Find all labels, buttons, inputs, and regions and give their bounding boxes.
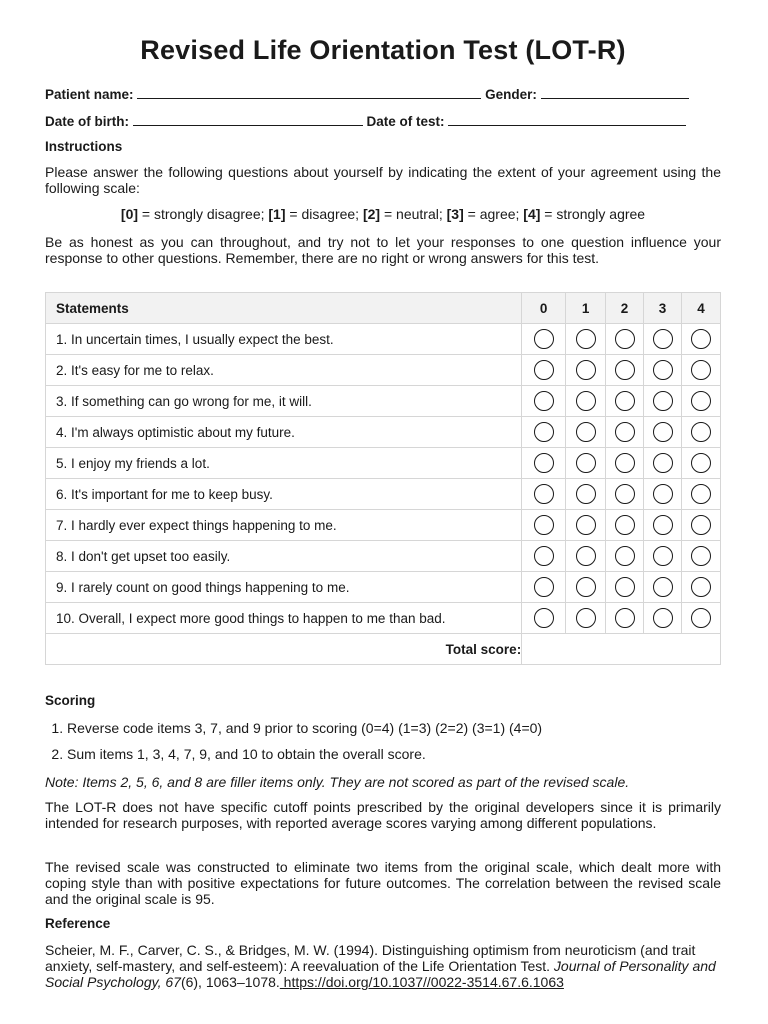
dates-row: [45, 113, 721, 129]
response-cell: [522, 417, 566, 448]
table-row: [46, 479, 721, 510]
total-score-field[interactable]: [522, 634, 721, 665]
option-header-2: 2: [606, 293, 644, 324]
scoring-heading: Scoring: [45, 693, 96, 708]
response-radio-0[interactable]: [534, 515, 554, 535]
response-cell: [681, 417, 720, 448]
statement-text: 5. I enjoy my friends a lot.: [46, 448, 522, 479]
response-radio-3[interactable]: [653, 453, 673, 473]
response-cell: [644, 324, 682, 355]
revision-paragraph: The revised scale was constructed to eliminate two items from the original scale, which dealt more with coping style than with positive expectations for future outcomes. The correlation between the revised scale and the original scale is 95.: [45, 859, 721, 907]
response-cell: [644, 417, 682, 448]
table-row: [46, 572, 721, 603]
date-of-test-field[interactable]: [448, 113, 686, 126]
response-cell: [606, 324, 644, 355]
dob-label: Date of birth:: [45, 114, 129, 129]
scale-code-1: [1]: [268, 206, 286, 222]
scale-text-3: = agree;: [463, 206, 524, 222]
response-radio-1[interactable]: [576, 453, 596, 473]
statement-text: 3. If something can go wrong for me, it will.: [46, 386, 522, 417]
response-cell: [681, 448, 720, 479]
response-cell: [566, 572, 606, 603]
table-row: [46, 386, 721, 417]
table-row: [46, 510, 721, 541]
scale-code-0: [0]: [120, 206, 139, 222]
response-cell: [681, 603, 720, 634]
reference-heading: Reference: [45, 916, 111, 931]
response-radio-1[interactable]: [576, 360, 596, 380]
cutoff-paragraph: The LOT-R does not have specific cutoff points prescribed by the original developers since it is primarily intended for research purposes, with reported average scores varying among different populations.: [45, 799, 721, 831]
lot-r-table: [45, 292, 721, 665]
statement-text: 6. It's important for me to keep busy.: [46, 479, 522, 510]
statement-text: 4. I'm always optimistic about my future.: [46, 417, 522, 448]
response-radio-2[interactable]: [615, 608, 635, 628]
response-radio-0[interactable]: [534, 577, 554, 597]
response-radio-2[interactable]: [615, 484, 635, 504]
response-cell: [522, 510, 566, 541]
dob-field[interactable]: [133, 113, 363, 126]
response-radio-3[interactable]: [653, 484, 673, 504]
response-cell: [606, 448, 644, 479]
honesty-note: Be as honest as you can throughout, and try not to let your responses to one question influence your response to other questions. Remember, there are no right or wrong answers for this test.: [45, 234, 721, 266]
response-radio-2[interactable]: [615, 422, 635, 442]
instructions-heading: Instructions: [45, 139, 123, 154]
scale-code-4: [4]: [523, 206, 541, 222]
table-row: [46, 324, 721, 355]
response-radio-1[interactable]: [576, 515, 596, 535]
response-radio-0[interactable]: [534, 329, 554, 349]
scale-legend: [45, 206, 721, 222]
total-score-label: Total score:: [46, 634, 522, 665]
response-radio-4[interactable]: [691, 484, 711, 504]
response-cell: [681, 510, 720, 541]
instructions-intro: Please answer the following questions about yourself by indicating the extent of your agreement using the following scale:: [45, 164, 721, 196]
scale-text-1: = disagree;: [285, 206, 363, 222]
response-cell: [644, 541, 682, 572]
response-radio-3[interactable]: [653, 329, 673, 349]
scale-text-4: = strongly agree: [540, 206, 646, 222]
response-cell: [681, 386, 720, 417]
filler-note: Note: Items 2, 5, 6, and 8 are filler items only. They are not scored as part of the revised scale.: [45, 774, 630, 790]
response-cell: [681, 541, 720, 572]
table-row: [46, 355, 721, 386]
response-cell: [644, 448, 682, 479]
patient-info-row: [45, 86, 721, 102]
response-radio-0[interactable]: [534, 484, 554, 504]
scale-text-0: = strongly disagree;: [138, 206, 269, 222]
response-radio-1[interactable]: [576, 546, 596, 566]
statement-text: 10. Overall, I expect more good things to happen to me than bad.: [46, 603, 522, 634]
response-cell: [566, 603, 606, 634]
response-cell: [606, 510, 644, 541]
date-of-test-label: Date of test:: [366, 114, 445, 129]
response-radio-1[interactable]: [576, 577, 596, 597]
scale-code-3: [3]: [446, 206, 464, 222]
response-radio-2[interactable]: [615, 329, 635, 349]
response-cell: [522, 572, 566, 603]
response-cell: [566, 417, 606, 448]
scale-code-2: [2]: [362, 206, 381, 222]
response-cell: [644, 603, 682, 634]
response-cell: [606, 417, 644, 448]
scoring-step: 1. Reverse code items 3, 7, and 9 prior to scoring (0=4) (1=3) (2=2) (3=1) (4=0): [67, 718, 542, 744]
option-header-3: 3: [644, 293, 682, 324]
doi-link[interactable]: https://doi.org/10.1037//0022-3514.67.6.1063: [279, 974, 564, 990]
response-radio-0[interactable]: [534, 391, 554, 411]
response-radio-4[interactable]: [691, 546, 711, 566]
response-cell: [681, 572, 720, 603]
response-radio-4[interactable]: [691, 391, 711, 411]
response-radio-0[interactable]: [534, 546, 554, 566]
response-cell: [566, 510, 606, 541]
table-header-row: [46, 293, 721, 324]
response-radio-3[interactable]: [653, 577, 673, 597]
response-cell: [522, 448, 566, 479]
response-radio-2[interactable]: [615, 453, 635, 473]
patient-name-field[interactable]: [137, 86, 481, 99]
gender-field[interactable]: [541, 86, 689, 99]
response-cell: [606, 603, 644, 634]
citation-authors: Scheier, M. F., Carver, C. S., & Bridges, M. W. (1994). Distinguishing optimism from neuroticism (and trait anxiety, self-mastery, and self-esteem): A reevaluation of the Life Orientation Test.: [45, 942, 696, 974]
scoring-step: 2. Sum items 1, 3, 4, 7, 9, and 10 to obtain the overall score.: [67, 744, 542, 770]
response-radio-0[interactable]: [534, 608, 554, 628]
response-radio-4[interactable]: [691, 453, 711, 473]
statement-text: 9. I rarely count on good things happening to me.: [46, 572, 522, 603]
response-cell: [606, 355, 644, 386]
response-radio-3[interactable]: [653, 515, 673, 535]
response-cell: [681, 479, 720, 510]
response-cell: [522, 479, 566, 510]
table-row: [46, 603, 721, 634]
response-cell: [606, 541, 644, 572]
response-cell: [644, 572, 682, 603]
response-radio-0[interactable]: [534, 360, 554, 380]
scoring-steps: [45, 718, 542, 770]
statement-text: 2. It's easy for me to relax.: [46, 355, 522, 386]
response-cell: [522, 355, 566, 386]
response-radio-2[interactable]: [615, 360, 635, 380]
response-radio-4[interactable]: [691, 360, 711, 380]
response-cell: [644, 355, 682, 386]
gender-label: Gender:: [485, 87, 537, 102]
response-radio-3[interactable]: [653, 360, 673, 380]
table-row: [46, 448, 721, 479]
response-cell: [606, 572, 644, 603]
response-radio-4[interactable]: [691, 577, 711, 597]
response-cell: [566, 386, 606, 417]
citation-details: (6), 1063–1078.: [180, 974, 280, 990]
response-radio-4[interactable]: [691, 329, 711, 349]
table-row: [46, 417, 721, 448]
response-cell: [644, 386, 682, 417]
response-radio-1[interactable]: [576, 608, 596, 628]
response-cell: [566, 479, 606, 510]
response-cell: [566, 541, 606, 572]
response-radio-1[interactable]: [576, 329, 596, 349]
option-header-1: 1: [566, 293, 606, 324]
response-radio-3[interactable]: [653, 608, 673, 628]
statements-header: Statements: [46, 293, 522, 324]
scale-text-2: = neutral;: [380, 206, 447, 222]
response-cell: [606, 386, 644, 417]
statement-text: 7. I hardly ever expect things happening to me.: [46, 510, 522, 541]
table-row: [46, 541, 721, 572]
response-cell: [522, 541, 566, 572]
response-radio-3[interactable]: [653, 391, 673, 411]
statement-text: 1. In uncertain times, I usually expect the best.: [46, 324, 522, 355]
response-radio-3[interactable]: [653, 422, 673, 442]
response-cell: [566, 448, 606, 479]
response-radio-2[interactable]: [615, 515, 635, 535]
response-cell: [522, 324, 566, 355]
option-header-0: 0: [522, 293, 566, 324]
response-cell: [644, 510, 682, 541]
response-cell: [606, 479, 644, 510]
response-radio-2[interactable]: [615, 546, 635, 566]
response-radio-1[interactable]: [576, 391, 596, 411]
response-cell: [566, 355, 606, 386]
response-radio-3[interactable]: [653, 546, 673, 566]
citation-journal: Journal of Personality and Social Psychology, 67: [45, 958, 716, 990]
response-radio-1[interactable]: [576, 484, 596, 504]
response-cell: [566, 324, 606, 355]
response-radio-2[interactable]: [615, 577, 635, 597]
page-title: Revised Life Orientation Test (LOT-R): [140, 35, 626, 65]
response-radio-1[interactable]: [576, 422, 596, 442]
total-row: [46, 634, 721, 665]
response-radio-4[interactable]: [691, 422, 711, 442]
patient-name-label: Patient name:: [45, 87, 134, 102]
response-cell: [681, 355, 720, 386]
response-cell: [522, 603, 566, 634]
reference-citation: [45, 942, 721, 990]
response-radio-4[interactable]: [691, 515, 711, 535]
response-cell: [681, 324, 720, 355]
statement-text: 8. I don't get upset too easily.: [46, 541, 522, 572]
response-cell: [644, 479, 682, 510]
response-radio-0[interactable]: [534, 422, 554, 442]
response-radio-4[interactable]: [691, 608, 711, 628]
response-radio-0[interactable]: [534, 453, 554, 473]
option-header-4: 4: [681, 293, 720, 324]
response-cell: [522, 386, 566, 417]
response-radio-2[interactable]: [615, 391, 635, 411]
